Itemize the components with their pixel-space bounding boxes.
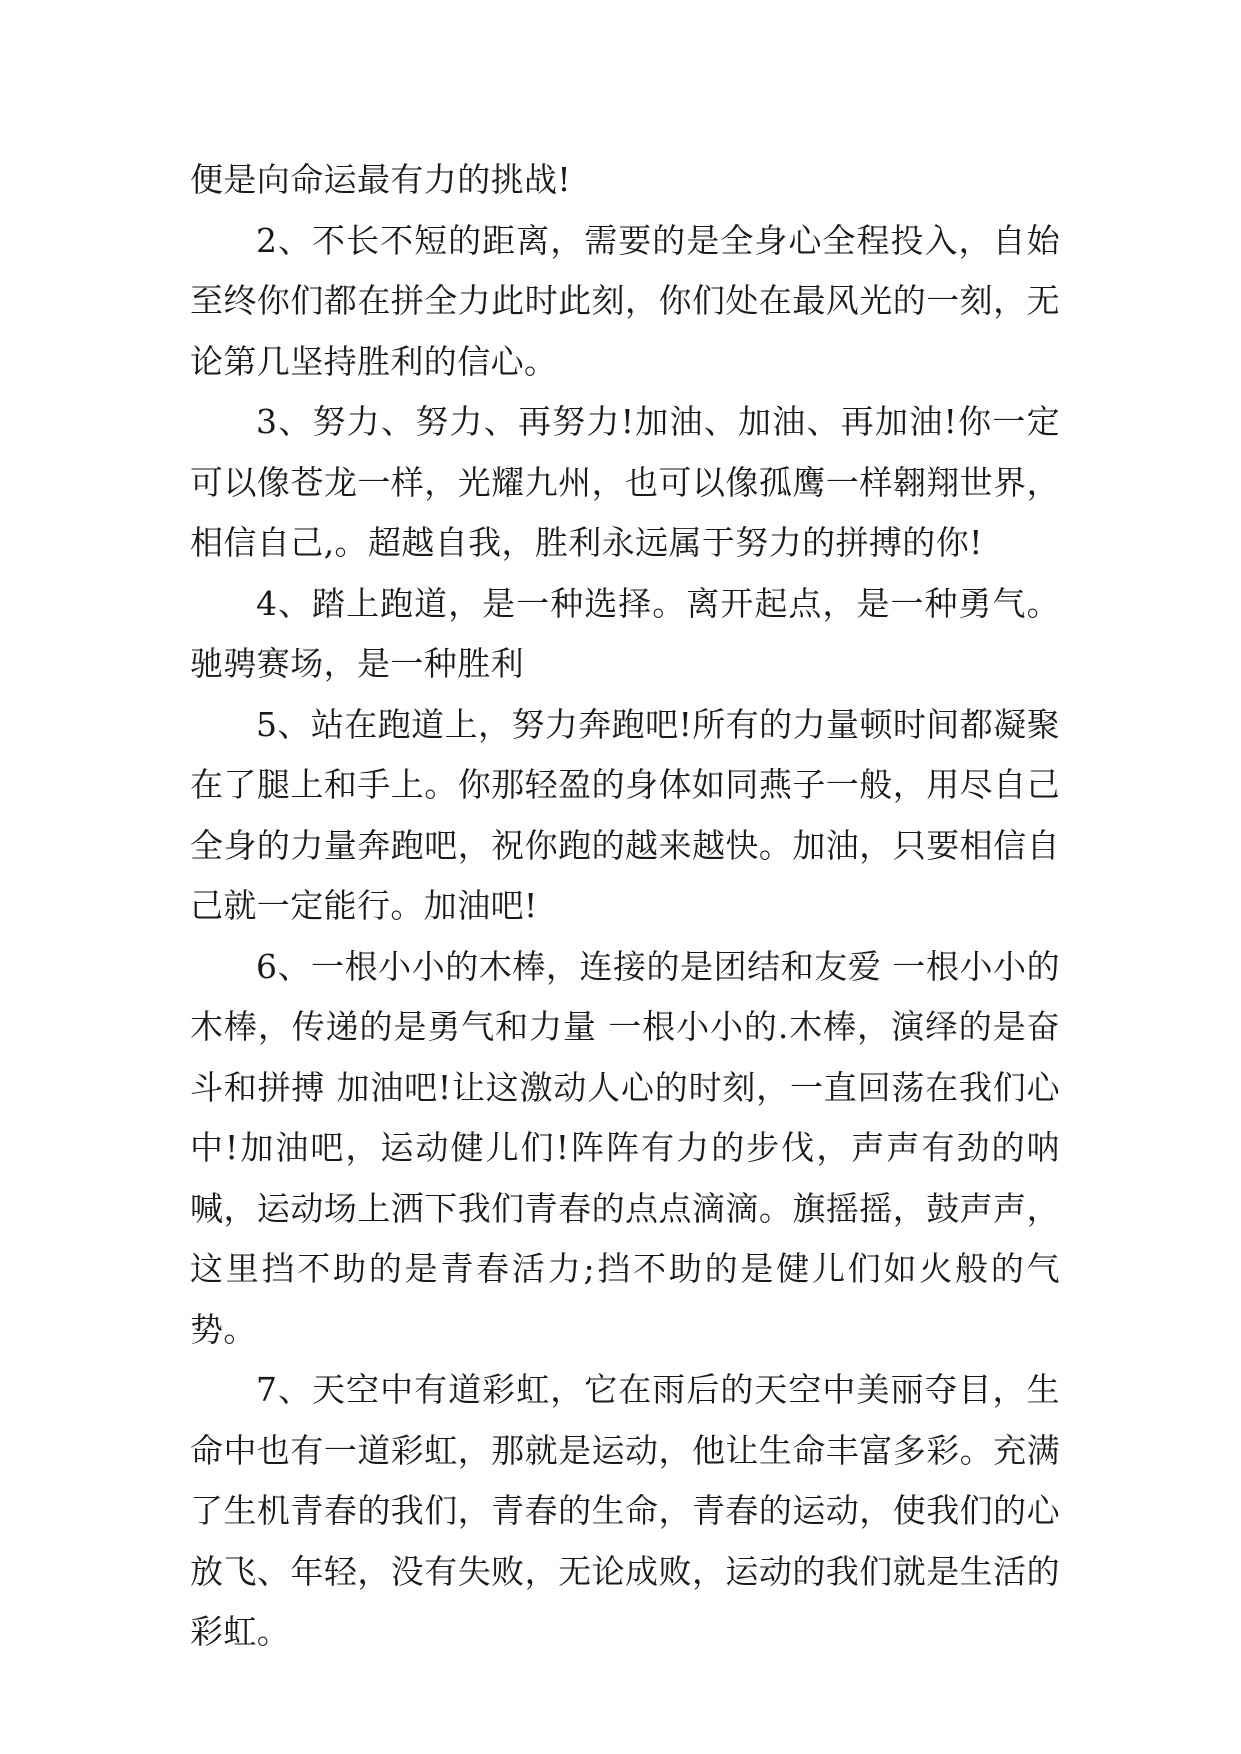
paragraph-item-2: 2、不长不短的距离，需要的是全身心全程投入，自始至终你们都在拼全力此时此刻，你们处在最风光的一刻，无论第几坚持胜利的信心。 xyxy=(190,220,1060,381)
paragraph-item-4: 4、踏上跑道，是一种选择。离开起点，是一种勇气。驰骋赛场，是一种胜利 xyxy=(190,583,1060,683)
paragraph-item-5: 5、站在跑道上，努力奔跑吧!所有的力量顿时间都凝聚在了腿上和手上。你那轻盈的身体如同燕子一般，用尽自己全身的力量奔跑吧，祝你跑的越来越快。加油，只要相信自己就一定能行。加油吧! xyxy=(190,704,1060,925)
paragraph-item-7: 7、天空中有道彩虹，它在雨后的天空中美丽夺目，生命中也有一道彩虹，那就是运动，他让生命丰富多彩。充满了生机青春的我们，青春的生命，青春的运动，使我们的心放飞、年轻，没有失败，无论成败，运动的我们就是生活的彩虹。 xyxy=(190,1370,1060,1651)
paragraph-continuation: 便是向命运最有力的挑战! xyxy=(190,160,572,199)
paragraph-item-6: 6、一根小小的木棒，连接的是团结和友爱 一根小小的木棒，传递的是勇气和力量 一根小小的.木棒，演绎的是奋斗和拼搏 加油吧!让这激动人心的时刻，一直回荡在我们心中!加油吧，运动健儿们!阵阵有力的步伐，声声有劲的呐喊，运动场上洒下我们青春的点点滴滴。旗摇摇，鼓声声，这里挡不助的是青春活力;挡不助的是健儿们如火般的气势。 xyxy=(190,946,1060,1349)
document-body xyxy=(190,150,1060,1663)
paragraph-item-3: 3、努力、努力、再努力!加油、加油、再加油!你一定可以像苍龙一样，光耀九州，也可以像孤鹰一样翱翔世界，相信自己,。超越自我，胜利永远属于努力的拼搏的你! xyxy=(190,402,1060,562)
